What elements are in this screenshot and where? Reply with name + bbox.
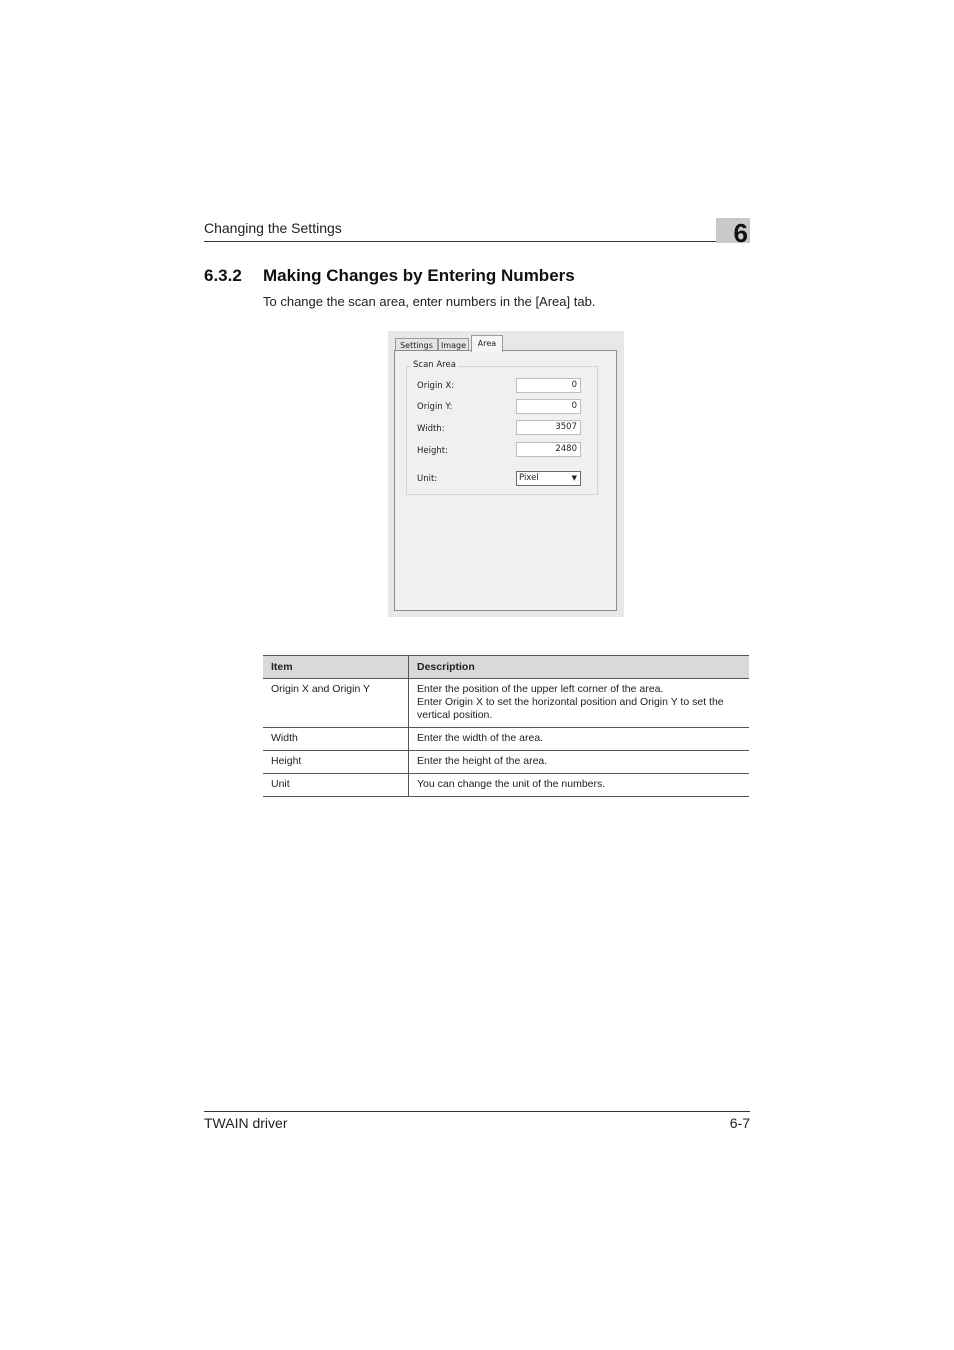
section-title: Making Changes by Entering Numbers <box>263 266 575 285</box>
table-cell-item: Origin X and Origin Y <box>263 679 409 728</box>
running-header: Changing the Settings <box>204 220 342 236</box>
header-rule <box>204 241 716 242</box>
tab-settings[interactable]: Settings <box>395 338 438 351</box>
description-line: Enter the position of the upper left corner of the area. <box>417 683 664 695</box>
column-header-description: Description <box>409 656 750 679</box>
intro-paragraph: To change the scan area, enter numbers in the [Area] tab. <box>263 294 596 309</box>
table-cell-item: Width <box>263 728 409 751</box>
footer-manual-title: TWAIN driver <box>204 1115 288 1131</box>
table-header-row <box>263 656 749 679</box>
footer-rule <box>204 1111 750 1112</box>
origin-x-field[interactable]: 0 <box>516 378 581 393</box>
table-row <box>263 774 749 797</box>
footer-page-number: 6-7 <box>729 1115 750 1131</box>
description-line: Enter Origin X to set the horizontal position and Origin Y to set the vertical position. <box>417 696 724 721</box>
origin-y-label: Origin Y: <box>417 402 453 412</box>
section-number: 6.3.2 <box>204 266 242 285</box>
table-row <box>263 679 749 728</box>
tab-area[interactable]: Area <box>471 335 503 352</box>
tab-panel <box>394 350 617 611</box>
group-label: Scan Area <box>413 360 456 370</box>
unit-label: Unit: <box>417 474 438 484</box>
width-label: Width: <box>417 424 445 434</box>
column-header-item: Item <box>263 656 409 679</box>
table-cell-description <box>409 679 750 728</box>
table-cell-description: Enter the height of the area. <box>409 751 750 774</box>
origin-y-field[interactable]: 0 <box>516 399 581 414</box>
chapter-number-badge: 6 <box>716 218 750 243</box>
table-cell-description: You can change the unit of the numbers. <box>409 774 750 797</box>
table-row <box>263 751 749 774</box>
origin-x-label: Origin X: <box>417 381 455 391</box>
height-field[interactable]: 2480 <box>516 442 581 457</box>
width-field[interactable]: 3507 <box>516 420 581 435</box>
height-label: Height: <box>417 446 448 456</box>
unit-select[interactable] <box>516 471 581 486</box>
settings-table <box>263 655 749 797</box>
table-cell-description: Enter the width of the area. <box>409 728 750 751</box>
dropdown-arrow-icon[interactable]: ▼ <box>571 474 577 482</box>
table-row <box>263 728 749 751</box>
tab-image[interactable]: Image <box>438 338 469 351</box>
scan-area-group <box>406 360 598 495</box>
area-tab-dialog <box>388 331 624 617</box>
table-cell-item: Height <box>263 751 409 774</box>
unit-select-value: Pixel <box>519 473 539 483</box>
table-cell-item: Unit <box>263 774 409 797</box>
